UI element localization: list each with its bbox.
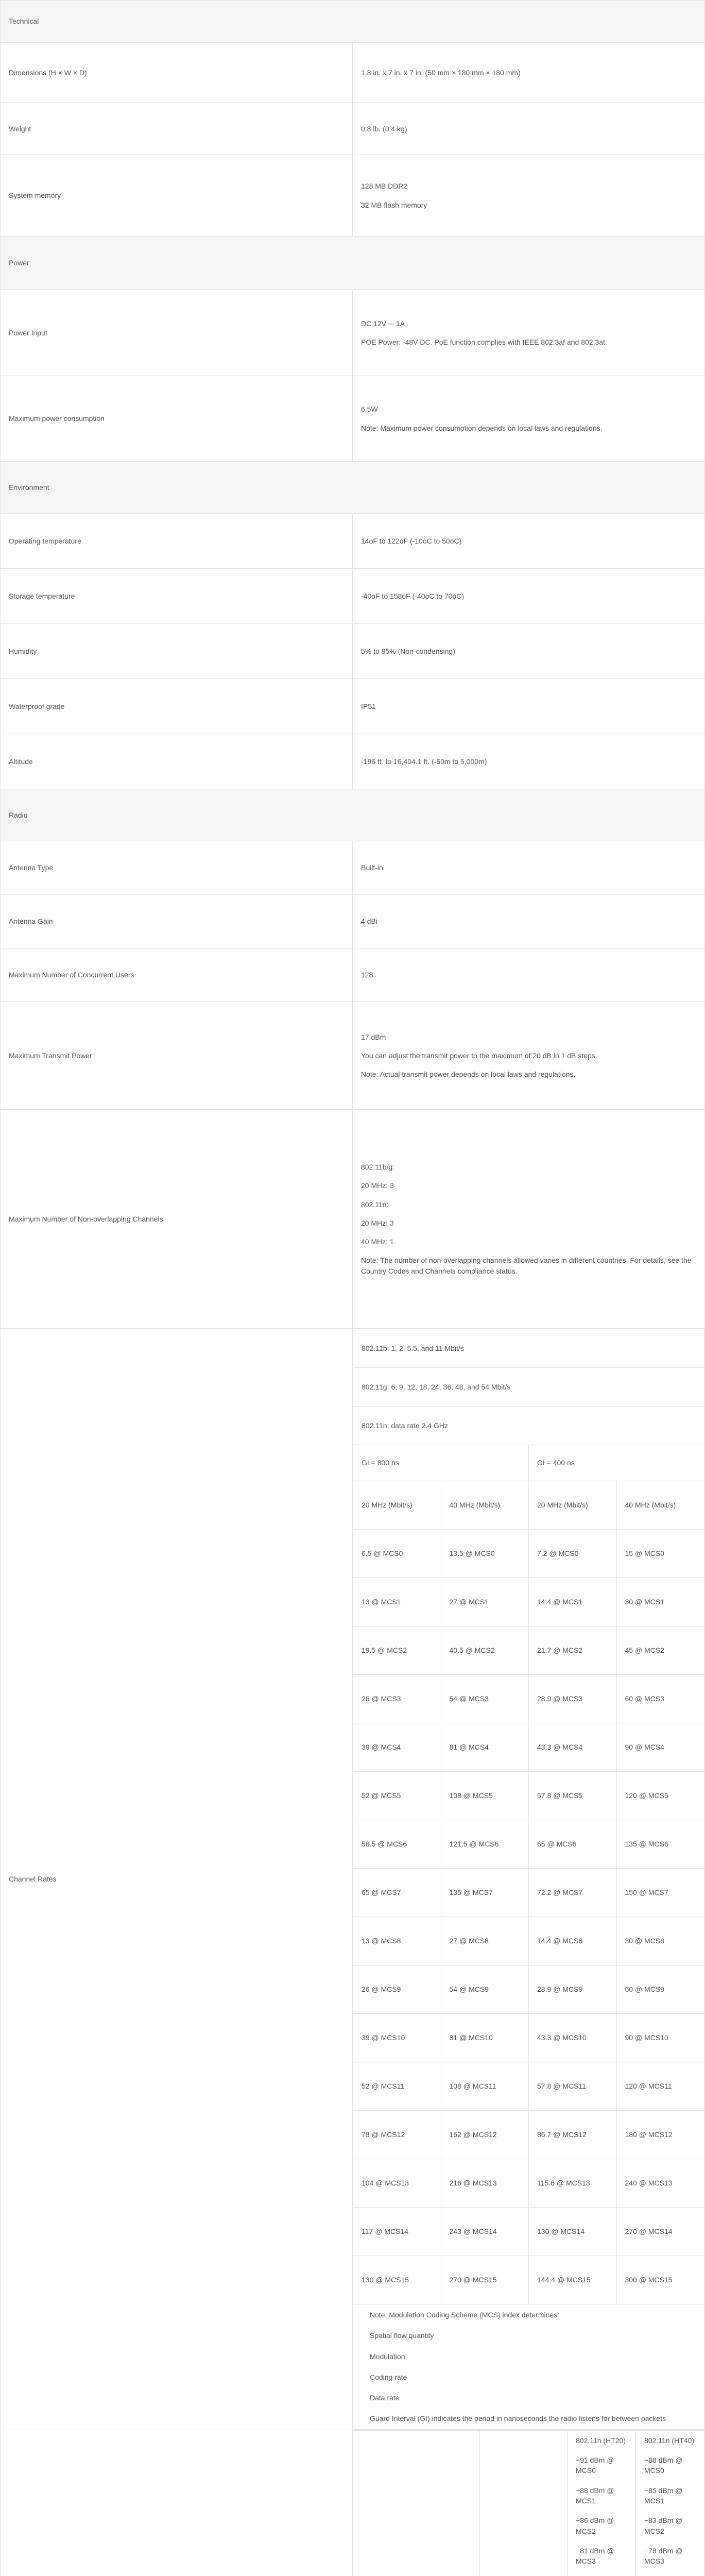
rate-cell: 43.3 @ MCS10 [529,2014,617,2062]
transmit-power-text: 17 dBm [361,1032,386,1041]
power-consumption-note: Note: Maximum power consumption depends on local laws and regulations. [361,423,603,432]
rate-cell: 115.6 @ MCS13 [529,2159,617,2208]
rate-cell: 216 @ MCS13 [441,2159,529,2208]
channel-rates-table [353,1329,704,2430]
sensitivity-heading: 802.11n (HT20) [576,2436,626,2445]
spec-label-transmit-power: Maximum Transmit Power [1,1002,353,1110]
rates-row [353,1530,704,1578]
rates-note-line: Coding rate [370,2372,407,2381]
spec-value-waterproof: IP51 [353,679,705,734]
rates-802-11b: 802.11b: 1, 2, 5.5, and 11 Mbit/s [353,1329,704,1368]
spec-label-receiver-sensitivity [1,2430,353,2576]
rate-cell: 104 @ MCS13 [353,2159,441,2208]
spec-row-antenna-type [1,841,705,895]
rate-cell: 81 @ MCS10 [441,2014,529,2062]
section-row-technical [1,1,705,43]
section-title-technical: Technical [1,1,705,43]
section-title-radio: Radio [1,789,705,841]
rates-row [353,2208,704,2256]
sensitivity-value: −78 dBm @ MCS3 [644,2546,683,2566]
section-row-radio [1,789,705,841]
memory-ram-text: 128 MB DDR2 [361,182,408,191]
spec-row-storage-temp [1,569,705,624]
rate-cell: 65 @ MCS6 [529,1820,617,1869]
memory-flash-text: 32 MB flash memory [361,200,427,209]
spec-label-power-consumption: Maximum power consumption [1,376,353,462]
rate-cell: 7.2 @ MCS0 [529,1530,617,1578]
rates-row [353,1675,704,1723]
rates-row [353,1578,704,1626]
bw-header: 40 MHz (Mbit/s) [441,1481,529,1530]
rate-cell: 40.5 @ MCS2 [441,1626,529,1675]
spec-value-channel-rates [353,1329,705,2430]
rates-note-line: Spatial flow quantity [370,2331,434,2340]
rate-cell: 27 @ MCS8 [441,1917,529,1965]
spec-label-memory: System memory [1,155,353,236]
spec-value-receiver-sensitivity [353,2430,705,2576]
rate-cell: 27 @ MCS1 [441,1578,529,1626]
rate-cell: 21.7 @ MCS2 [529,1626,617,1675]
sensitivity-table [353,2430,704,2576]
sensitivity-row [353,2430,704,2576]
spec-row-channels [1,1110,705,1329]
spec-row-antenna-gain [1,895,705,948]
rate-cell: 28.9 @ MCS9 [529,1965,617,2014]
rate-cell: 52 @ MCS11 [353,2062,441,2111]
spec-value-power-consumption [353,376,705,462]
spec-label-dimensions: Dimensions (H × W × D) [1,43,353,103]
rate-cell: 26 @ MCS9 [353,1965,441,2014]
rate-cell: 45 @ MCS2 [616,1626,704,1675]
channels-line: 802.11n: [361,1200,389,1209]
rate-cell: 108 @ MCS5 [441,1772,529,1820]
sensitivity-value: −88 dBm @ MCS1 [576,2486,614,2505]
rates-802-11g: 802.11g: 6, 9, 12, 18, 24, 36, 48, and 54 Mbit/s [353,1368,704,1406]
channels-line: 802.11b/g: [361,1162,395,1171]
rate-cell: 54 @ MCS9 [441,1965,529,2014]
spec-row-dimensions [1,43,705,103]
spec-row-waterproof [1,679,705,734]
spec-value-transmit-power [353,1002,705,1110]
rate-cell: 13.5 @ MCS0 [441,1530,529,1578]
transmit-power-note: Note: Actual transmit power depends on local laws and regulations. [361,1070,576,1079]
section-row-environment [1,462,705,514]
power-input-dc-text: DC 12V ⎓ 1A [361,319,405,328]
spec-label-concurrent-users: Maximum Number of Concurrent Users [1,948,353,1002]
section-title-power: Power [1,236,705,290]
sensitivity-802-11b [353,2430,480,2576]
rates-full-row [353,1329,704,1368]
spec-label-channels: Maximum Number of Non-overlapping Channels [1,1110,353,1329]
sensitivity-value: −88 dBm @ MCS0 [644,2456,683,2475]
rates-row [353,1917,704,1965]
channels-line: 40 MHz: 1 [361,1238,394,1246]
spec-value-power-input [353,290,705,376]
spec-value-weight: 0.8 lb. (0.4 kg) [353,103,705,155]
rate-cell: 65 @ MCS7 [353,1869,441,1917]
rate-cell: 13 @ MCS8 [353,1917,441,1965]
rate-cell: 30 @ MCS1 [616,1578,704,1626]
spec-label-operating-temp: Operating temperature [1,514,353,569]
bw-header: 20 MHz (Mbit/s) [353,1481,441,1530]
spec-row-transmit-power [1,1002,705,1110]
spec-row-altitude [1,734,705,789]
spec-row-concurrent-users [1,948,705,1002]
rates-row [353,1965,704,2014]
rates-row [353,1820,704,1869]
gi-header-400: GI = 400 ns [529,1445,704,1481]
spec-label-waterproof: Waterproof grade [1,679,353,734]
rate-cell: 14.4 @ MCS8 [529,1917,617,1965]
rate-cell: 14.4 @ MCS1 [529,1578,617,1626]
spec-label-storage-temp: Storage temperature [1,569,353,624]
rates-note-line: Data rate [370,2394,400,2402]
rate-cell: 270 @ MCS15 [441,2256,529,2304]
rates-row [353,1626,704,1675]
rates-row [353,2014,704,2062]
rate-cell: 117 @ MCS14 [353,2208,441,2256]
spec-value-dimensions: 1.8 in. x 7 in. x 7 in. (50 mm × 180 mm × 180 mm) [353,43,705,103]
rates-note-line: Guard Interval (GI) indicates the period in nanoseconds the radio listens for between packets [370,2414,666,2423]
spec-row-memory [1,155,705,236]
sensitivity-value: −85 dBm @ MCS1 [644,2486,683,2505]
rates-bw-header-row [353,1481,704,1530]
spec-value-antenna-type: Built-in [353,841,705,895]
rate-cell: 135 @ MCS6 [616,1820,704,1869]
rate-cell: 15 @ MCS0 [616,1530,704,1578]
power-consumption-text: 6.5W [361,405,378,414]
channels-note: Note: The number of non-overlapping channels allowed varies in different countries. For details, see the Country Codes and Channels compliance status. [361,1256,692,1275]
spec-value-channels [353,1110,705,1329]
bw-header: 40 MHz (Mbit/s) [616,1481,704,1530]
rates-full-row [353,1406,704,1445]
spec-value-antenna-gain: 4 dBi [353,895,705,948]
spec-label-humidity: Humidity [1,624,353,679]
spec-label-weight: Weight [1,103,353,155]
rate-cell: 19.5 @ MCS2 [353,1626,441,1675]
sensitivity-value [644,2571,696,2576]
rate-cell: 243 @ MCS14 [441,2208,529,2256]
rate-cell: 57.8 @ MCS5 [529,1772,617,1820]
rate-cell: 150 @ MCS7 [616,1869,704,1917]
gi-header-800: GI = 800 ns [353,1445,529,1481]
spec-row-receiver-sensitivity [1,2430,705,2576]
rate-cell: 120 @ MCS5 [616,1772,704,1820]
spec-row-humidity [1,624,705,679]
spec-row-weight [1,103,705,155]
spec-value-humidity: 5% to 95% (Non-condensing) [353,624,705,679]
channels-line: 20 MHz: 3 [361,1181,394,1190]
rates-row [353,1772,704,1820]
rate-cell: 26 @ MCS3 [353,1675,441,1723]
section-row-power [1,236,705,290]
spec-value-storage-temp: -40oF to 158oF (-40oC to 70oC) [353,569,705,624]
rate-cell: 130 @ MCS14 [529,2208,617,2256]
rates-body [353,1530,704,2304]
rates-row [353,2111,704,2159]
rates-note-line: Modulation [370,2352,405,2361]
spec-label-channel-rates: Channel Rates [1,1329,353,2430]
rate-cell: 300 @ MCS15 [616,2256,704,2304]
rate-cell: 121.5 @ MCS6 [441,1820,529,1869]
spec-row-power-input [1,290,705,376]
spec-label-antenna-type: Antenna Type [1,841,353,895]
rate-cell: 78 @ MCS12 [353,2111,441,2159]
spec-row-power-consumption [1,376,705,462]
spec-row-channel-rates [1,1329,705,2430]
sensitivity-802-11n-ht40 [636,2430,704,2576]
rate-cell: 72.2 @ MCS7 [529,1869,617,1917]
rate-cell: 28.9 @ MCS3 [529,1675,617,1723]
channels-line: 20 MHz: 3 [361,1218,394,1227]
rates-802-11n: 802.11n: data rate 2.4 GHz [353,1406,704,1445]
rate-cell: 180 @ MCS12 [616,2111,704,2159]
rate-cell: 58.5 @ MCS6 [353,1820,441,1869]
rate-cell: 39 @ MCS4 [353,1723,441,1772]
rate-cell: 81 @ MCS4 [441,1723,529,1772]
section-title-environment: Environment [1,462,705,514]
power-input-poe-text: POE Power: -48V DC. PoE function complies with IEEE 802.3af and 802.3at. [361,338,607,346]
sensitivity-802-11g [479,2430,568,2576]
transmit-power-adjust-text: You can adjust the transmit power to the maximum of 20 dB in 1 dB steps. [361,1051,597,1060]
rates-notes [353,2304,704,2430]
rate-cell: 43.3 @ MCS4 [529,1723,617,1772]
rate-cell: 270 @ MCS14 [616,2208,704,2256]
rates-gi-header-row [353,1445,704,1481]
rate-cell: 13 @ MCS1 [353,1578,441,1626]
rates-row [353,2062,704,2111]
rate-cell: 90 @ MCS10 [616,2014,704,2062]
rate-cell: 60 @ MCS3 [616,1675,704,1723]
rates-notes-row [353,2304,704,2430]
rate-cell: 120 @ MCS11 [616,2062,704,2111]
rate-cell: 54 @ MCS3 [441,1675,529,1723]
sensitivity-heading: 802.11n (HT40) [644,2436,695,2445]
sensitivity-value: −86 dBm @ MCS2 [576,2516,614,2535]
rates-row [353,2256,704,2304]
rate-cell: 30 @ MCS8 [616,1917,704,1965]
rates-row [353,1869,704,1917]
sensitivity-value [576,2571,627,2576]
spec-label-altitude: Altitude [1,734,353,789]
spec-row-operating-temp [1,514,705,569]
sensitivity-value: −91 dBm @ MCS0 [576,2456,614,2475]
rates-full-row [353,1368,704,1406]
spec-label-power-input: Power Input [1,290,353,376]
rate-cell: 135 @ MCS7 [441,1869,529,1917]
sensitivity-value: −83 dBm @ MCS2 [644,2516,683,2535]
rate-cell: 57.8 @ MCS11 [529,2062,617,2111]
spec-value-altitude: -196 ft. to 16,404.1 ft. (-60m to 5,000m) [353,734,705,789]
rate-cell: 162 @ MCS12 [441,2111,529,2159]
spec-value-concurrent-users: 128 [353,948,705,1002]
spec-value-operating-temp: 14oF to 122oF (-10oC to 50oC) [353,514,705,569]
sensitivity-value: −81 dBm @ MCS3 [576,2546,614,2566]
bw-header: 20 MHz (Mbit/s) [529,1481,617,1530]
rate-cell: 130 @ MCS15 [353,2256,441,2304]
rate-cell: 90 @ MCS4 [616,1723,704,1772]
rate-cell: 52 @ MCS5 [353,1772,441,1820]
spec-value-memory [353,155,705,236]
rates-row [353,2159,704,2208]
rate-cell: 6.5 @ MCS0 [353,1530,441,1578]
rate-cell: 39 @ MCS10 [353,2014,441,2062]
rate-cell: 144.4 @ MCS15 [529,2256,617,2304]
rate-cell: 240 @ MCS13 [616,2159,704,2208]
rate-cell: 60 @ MCS9 [616,1965,704,2014]
spec-label-antenna-gain: Antenna Gain [1,895,353,948]
rates-note-line: Note: Modulation Coding Scheme (MCS) index determines: [370,2311,560,2319]
sensitivity-802-11n-ht20 [568,2430,636,2576]
rates-row [353,1723,704,1772]
rate-cell: 108 @ MCS11 [441,2062,529,2111]
rate-cell: 86.7 @ MCS12 [529,2111,617,2159]
